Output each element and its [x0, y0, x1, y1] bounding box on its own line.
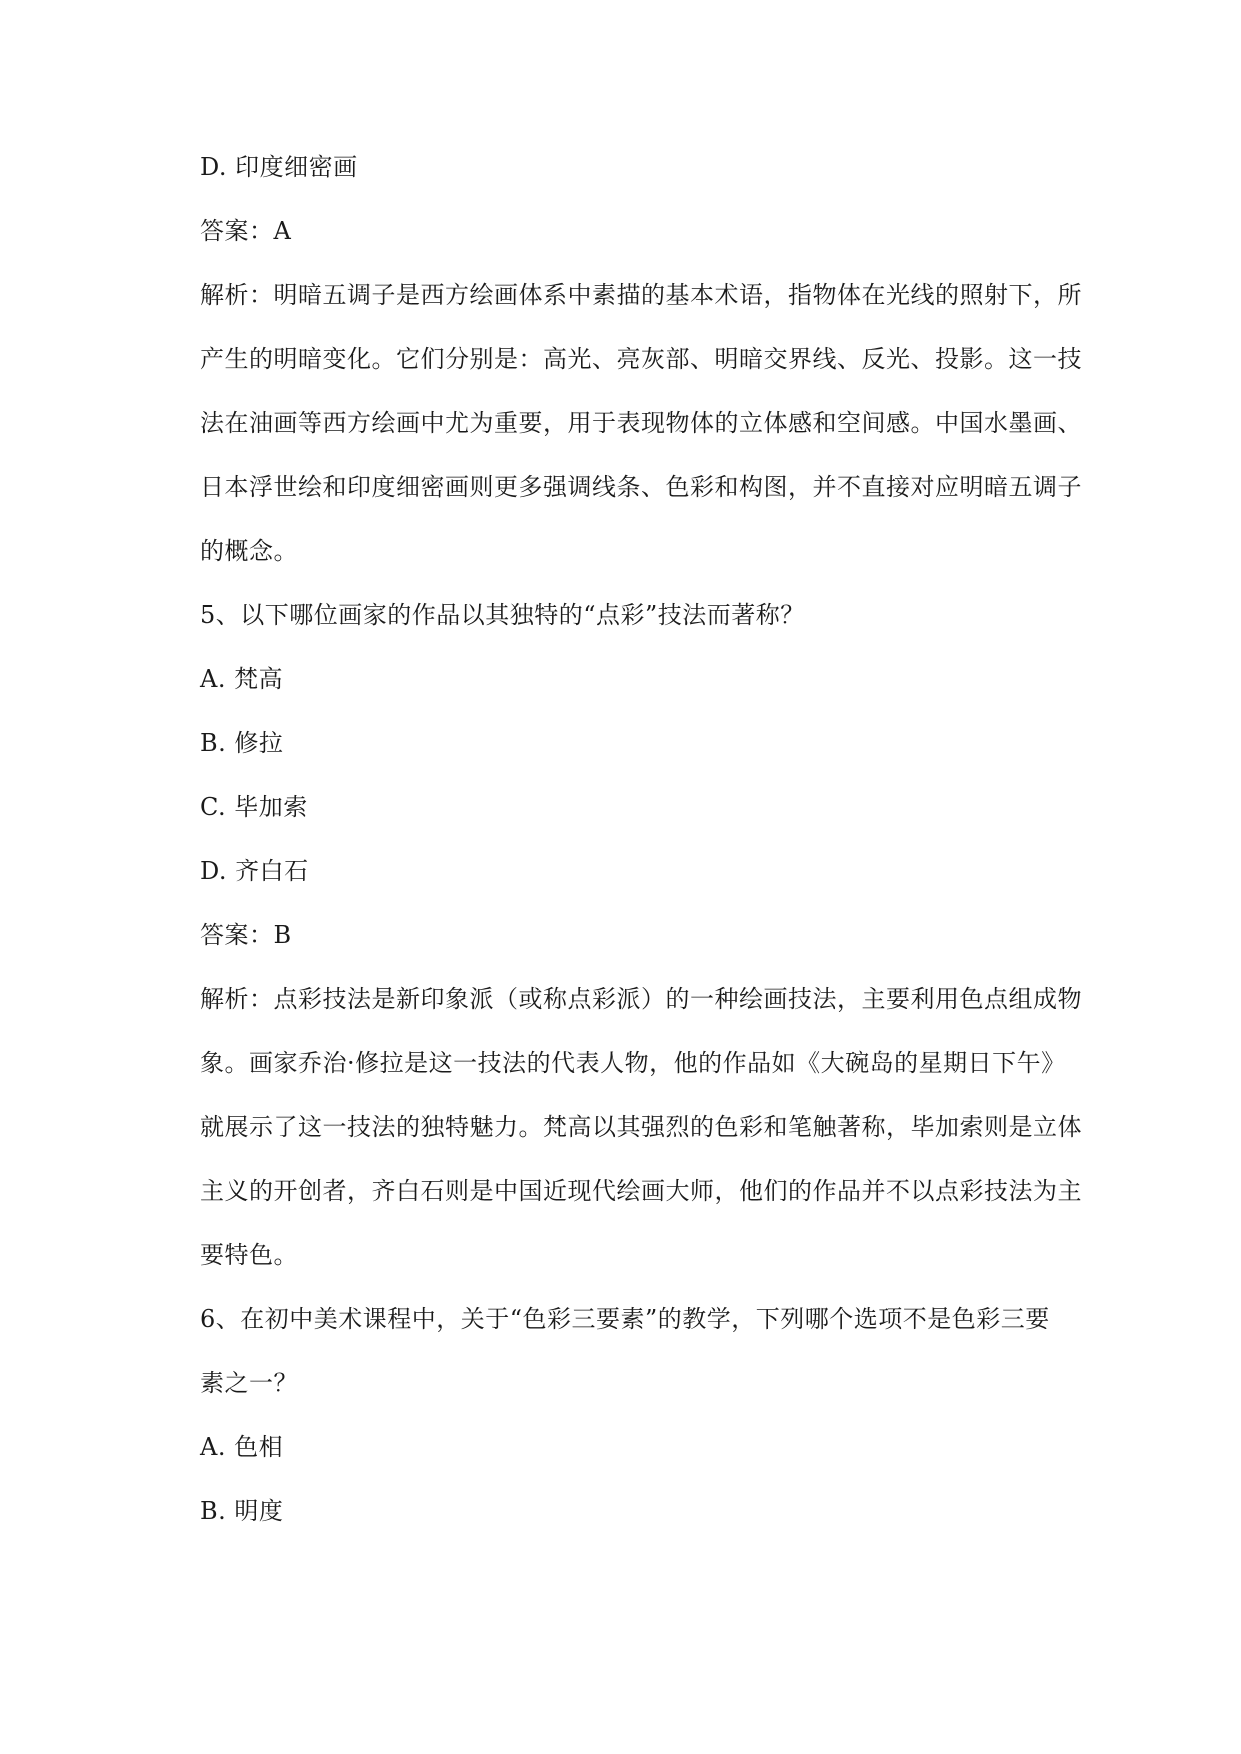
option-a-q6: A. 色相 [200, 1433, 284, 1461]
option-a-q5: A. 梵高 [200, 665, 284, 693]
analysis-q5-line-1: 解析：点彩技法是新印象派（或称点彩派）的一种绘画技法，主要利用色点组成物 [200, 985, 1082, 1013]
analysis-q4-line-1: 解析：明暗五调子是西方绘画体系中素描的基本术语，指物体在光线的照射下，所 [200, 281, 1082, 309]
analysis-q4-line-4: 日本浮世绘和印度细密画则更多强调线条、色彩和构图，并不直接对应明暗五调子 [200, 473, 1082, 501]
option-b-q5: B. 修拉 [200, 729, 284, 757]
analysis-q5-line-3: 就展示了这一技法的独特魅力。梵高以其强烈的色彩和笔触著称，毕加索则是立体 [200, 1113, 1082, 1141]
question-6-line-1: 6、在初中美术课程中，关于“色彩三要素”的教学，下列哪个选项不是色彩三要 [200, 1305, 1050, 1333]
analysis-q4-line-3: 法在油画等西方绘画中尤为重要，用于表现物体的立体感和空间感。中国水墨画、 [200, 409, 1082, 437]
question-6-line-2: 素之一？ [200, 1369, 298, 1397]
option-b-q6: B. 明度 [200, 1497, 284, 1525]
answer-q4: 答案：A [200, 217, 292, 245]
analysis-q4-line-5: 的概念。 [200, 537, 298, 565]
analysis-q5-line-2: 象。画家乔治·修拉是这一技法的代表人物，他的作品如《大碗岛的星期日下午》 [200, 1049, 1066, 1077]
question-5: 5、以下哪位画家的作品以其独特的“点彩”技法而著称？ [200, 601, 805, 629]
analysis-q5-line-5: 要特色。 [200, 1241, 298, 1269]
analysis-q5-line-4: 主义的开创者，齐白石则是中国近现代绘画大师，他们的作品并不以点彩技法为主 [200, 1177, 1082, 1205]
answer-q5: 答案：B [200, 921, 292, 949]
option-d-q5: D. 齐白石 [200, 857, 309, 885]
option-d-q4: D. 印度细密画 [200, 153, 358, 181]
analysis-q4-line-2: 产生的明暗变化。它们分别是：高光、亮灰部、明暗交界线、反光、投影。这一技 [200, 345, 1082, 373]
option-c-q5: C. 毕加索 [200, 793, 308, 821]
